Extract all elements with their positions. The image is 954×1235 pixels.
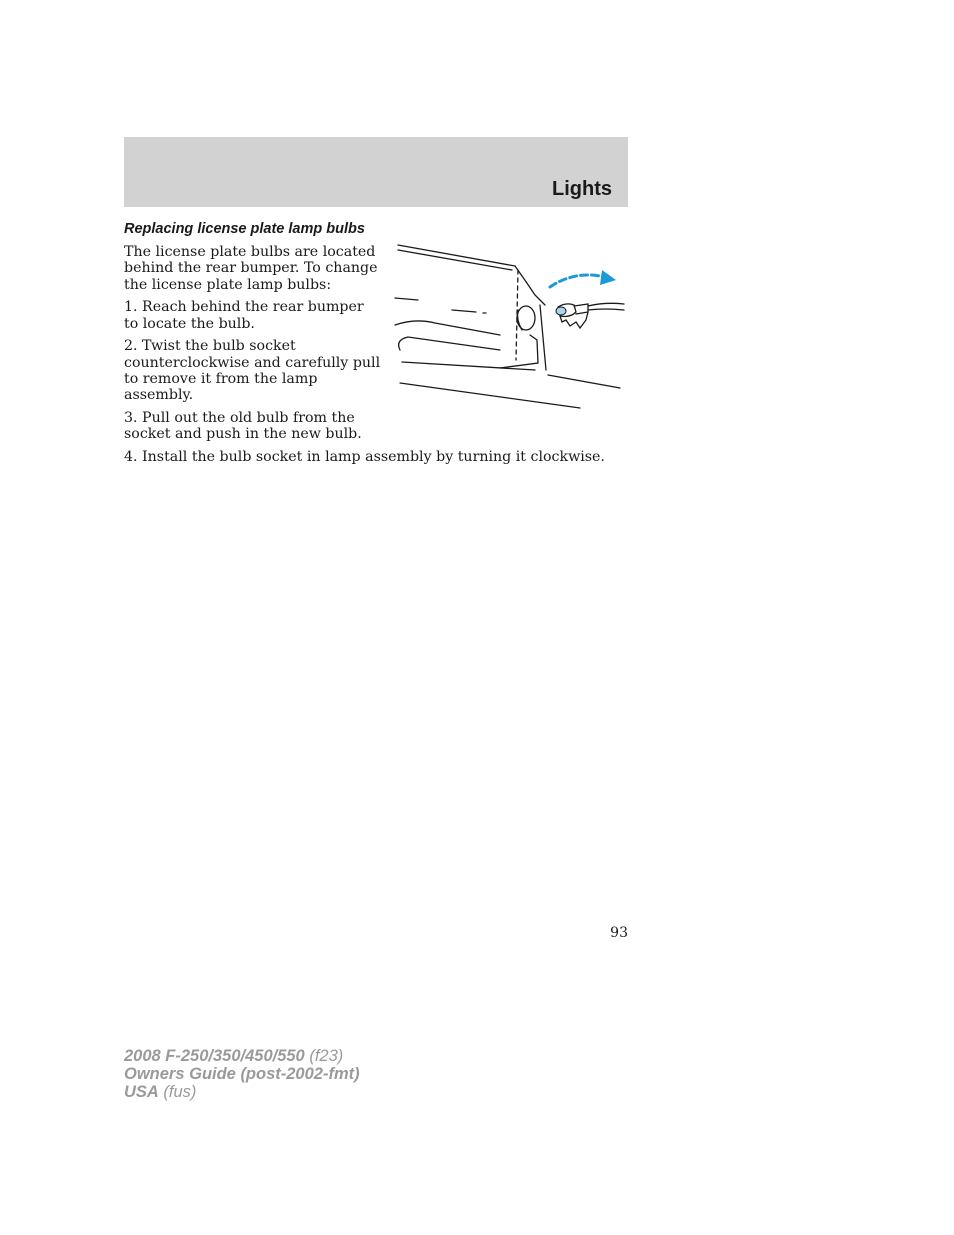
page-number: 93 <box>610 925 628 941</box>
bumper-corner <box>515 266 545 305</box>
bumper-recess <box>395 321 500 335</box>
lamp-mount <box>518 310 523 330</box>
step-2: 2. Twist the bulb socket counterclockwise and carefully pull to remove it from the lamp assembly. <box>124 338 381 404</box>
bumper-bracket <box>500 335 538 368</box>
bulb <box>556 307 566 315</box>
bumper-panel-line <box>395 298 418 300</box>
bumper-top-edge <box>398 245 515 266</box>
section-header-band <box>124 137 628 207</box>
bumper-right-side <box>540 305 546 370</box>
intro-paragraph: The license plate bulbs are located behind the rear bumper. To change the license plate lamp bulbs: <box>124 244 378 293</box>
instructions-column <box>124 244 382 449</box>
section-title: Lights <box>552 178 612 200</box>
lamp-wire-2 <box>588 309 624 310</box>
bumper-lower-right <box>548 375 620 388</box>
arrow-head-icon <box>600 270 616 285</box>
bumper-panel-dash <box>452 310 476 312</box>
rotation-arrow <box>550 275 605 287</box>
bumper-base <box>400 383 580 408</box>
footer-line-3: USA (fus) <box>124 1083 197 1101</box>
license-plate-lamp-illustration <box>390 240 630 415</box>
step-3: 3. Pull out the old bulb from the socket and push in the new bulb. <box>124 410 362 443</box>
footer-line-1: 2008 F-250/350/450/550 (f23) <box>124 1047 344 1065</box>
document-footer <box>124 1047 360 1101</box>
bumper-top-edge-inner <box>398 250 512 270</box>
footer-line-2: Owners Guide (post-2002-fmt) <box>124 1065 360 1083</box>
subsection-heading: Replacing license plate lamp bulbs <box>124 221 365 237</box>
step-4: 4. Install the bulb socket in lamp assembly by turning it clockwise. <box>124 449 605 465</box>
bumper-recess-lower <box>399 337 500 350</box>
step-1: 1. Reach behind the rear bumper to locate the bulb. <box>124 299 364 332</box>
lamp-wire <box>588 303 624 306</box>
